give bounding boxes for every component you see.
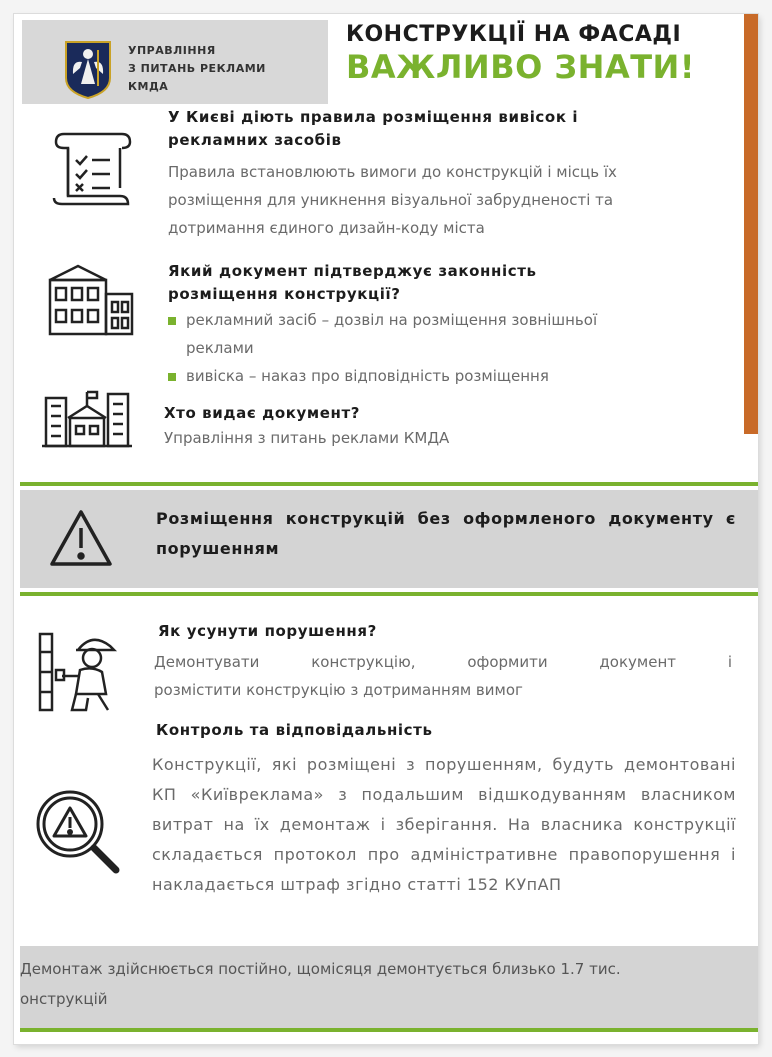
page-subtitle: ВАЖЛИВО ЗНАТИ! (346, 48, 695, 86)
list-item (168, 306, 597, 334)
text-line: дотримання єдиного дизайн-коду міста (168, 219, 485, 237)
section-text-issuer: Управління з питань реклами КМДА (164, 429, 450, 447)
warning-text: Розміщення конструкцій без оформленого документу є порушенням (156, 509, 736, 558)
checklist-scroll-icon (50, 126, 134, 210)
org-line: УПРАВЛІННЯ (128, 44, 216, 57)
footer-text (20, 954, 738, 1014)
document-bullet-list (168, 306, 597, 390)
divider (20, 592, 758, 596)
building-icon (46, 260, 136, 338)
section-text-control: Конструкції, які розміщені з порушенням, будуть демонтовані КП «Київреклама» з подальшим відшкодуванням власником витрат на їх демонтаж і зберігання. На власника конструкції складається протокол про адміністративне правопорушення і накладається штраф згідно статті 152 КУпАП (152, 755, 736, 894)
section-title-fix: Як усунути порушення? (158, 622, 377, 640)
background-edge (744, 14, 758, 434)
text-line: розміщення для уникнення візуальної забрудненості та (168, 191, 614, 209)
divider (20, 482, 758, 486)
title-line: У Києві діють правила розміщення вивісок і (168, 108, 579, 126)
list-item-continuation: реклами (186, 339, 254, 357)
section-title-rules (168, 106, 578, 152)
title-line: розміщення конструкції? (168, 285, 401, 303)
divider (20, 1028, 758, 1032)
list-item (168, 362, 597, 390)
worker-icon (36, 628, 120, 714)
title-line: рекламних засобів (168, 131, 342, 149)
magnifier-warning-icon (32, 786, 124, 878)
footer-line: онструкцій (20, 990, 108, 1008)
city-buildings-icon (42, 388, 132, 450)
section-text-rules (168, 158, 617, 242)
text-line: Правила встановлюють вимоги до конструкцій і місць їх (168, 163, 617, 181)
org-line: З ПИТАНЬ РЕКЛАМИ (128, 62, 266, 75)
emblem-icon (64, 40, 112, 100)
section-text-fix (154, 648, 732, 704)
leaflet (14, 14, 758, 1044)
section-title-document (168, 260, 537, 306)
text-line: розмістити конструкцію з дотриманням вимог (154, 681, 523, 699)
org-name (128, 42, 266, 96)
title-line: Який документ підтверджує законність (168, 262, 537, 280)
footer-line: Демонтаж здійснюється постійно, щомісяця демонтується близько 1.7 тис. (20, 960, 621, 978)
section-title-control: Контроль та відповідальність (156, 721, 433, 739)
bullet-marker (168, 373, 176, 381)
org-line: КМДА (128, 80, 169, 93)
bullet-marker (168, 317, 176, 325)
org-logo-block (22, 20, 328, 104)
page-title: КОНСТРУКЦІЇ НА ФАСАДІ (346, 22, 682, 47)
warning-triangle-icon (48, 508, 114, 568)
section-title-issuer: Хто видає документ? (164, 404, 361, 422)
list-item-text: рекламний засіб – дозвіл на розміщення зовнішньої (186, 311, 598, 329)
list-item-text: вивіска – наказ про відповідність розміщення (186, 367, 549, 385)
text-line: Демонтувати конструкцію, оформити документ і (154, 653, 732, 671)
